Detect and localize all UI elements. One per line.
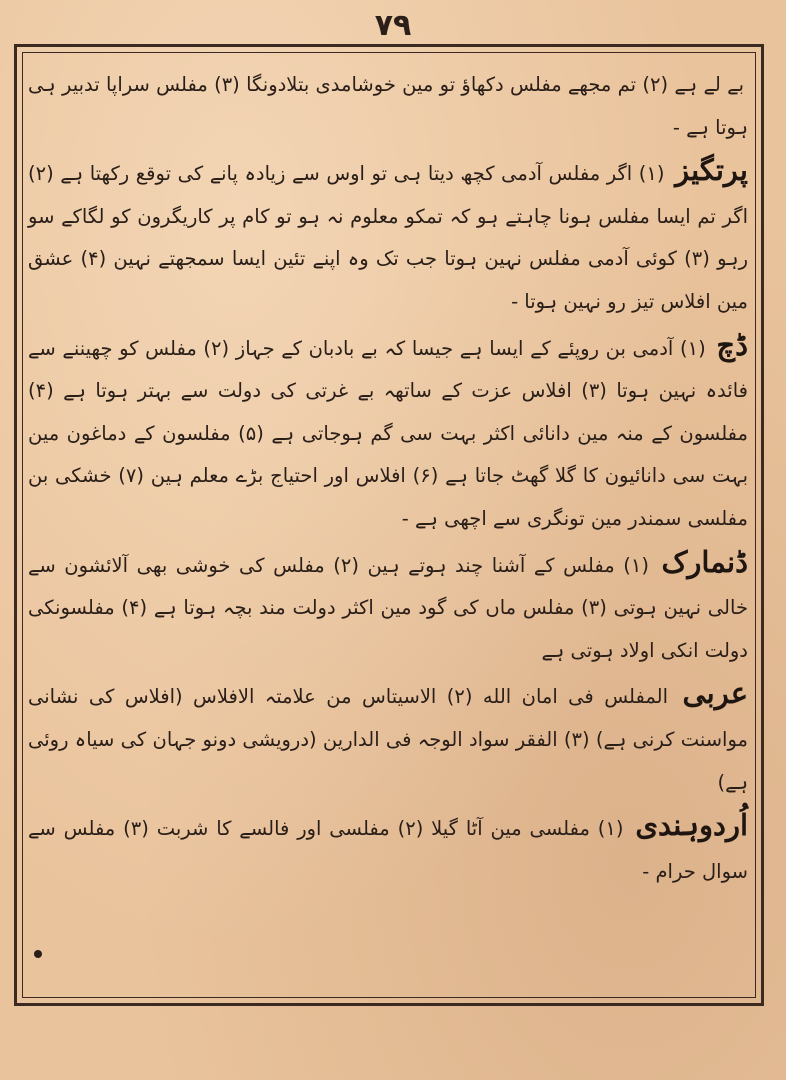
entry-text: (۱) مفلسی مین آٹا گیلا (۲) مفلسی اور فالسے کا شربت (۳) مفلس سے سوال حرام - <box>28 817 748 883</box>
entry-headword: عربی <box>682 676 749 711</box>
entry-headword: اُردوہندی <box>635 808 749 843</box>
entry-dutch <box>28 324 748 541</box>
entry-text: بے لے ہے (۲) تم مجھے مفلس دکھاؤ تو مین خوشامدی بتلادونگا (۳) مفلس سراپا تدبیر ہی ہوتا ہے - <box>28 73 748 139</box>
entry-headword: ڈنمارک <box>661 544 748 579</box>
entry-danish <box>28 541 748 673</box>
entry-headword: ڈچ <box>716 327 748 362</box>
entry-headword: پرتگیز <box>675 153 748 188</box>
entry-headword <box>744 64 748 98</box>
entry-text: المفلس فی امان الله (۲) الاسیتاس من علامتہ الافلاس (افلاس کی نشانی مواسنت کرنی ہے) (۳) الفقر سواد الوجہ فی الدارین (درویشی دونو جہان کی سیاہ روئی ہے) <box>28 685 748 794</box>
entry-urdu-hindi <box>28 804 748 893</box>
entry-text: (۱) اگر مفلس آدمی کچھ دیتا ہی تو اوس سے زیادہ پانے کی توقع رکھتا ہے (۲) اگر تم ایسا مفلس ہونا چاہتے ہو کہ تمکو معلوم نہ ہو تو کام پر کاریگرون کو لگاکے سو رہو (۳) کوئی آدمی مفلس نہین ہوتا جب تک وہ اپنے تئین ایسا سمجھتے نہین (۴) عشق مین افلاس تیز رو نہین ہوتا - <box>28 162 748 313</box>
entry-text: (۱) مفلس کے آشنا چند ہوتے ہین (۲) مفلس کی خوشی بھی آلائشون سے خالی نہین ہوتی (۳) مفلس ماں کی گود مین اکثر دولت مند بچہ ہوتا ہے (۴) مفلسونکی دولت انکی اولاد ہوتی ہے <box>28 553 748 662</box>
entry-text: (۱) آدمی بن روپئے کے ایسا ہے جیسا کہ بے بادبان کے جہاز (۲) مفلس کو چھیننے سے فائدہ نہین ہوتا (۳) افلاس عزت کے ساتھہ بے غرتی کی دولت سے بہتر ہوتا ہے (۴) مفلسون کے منہ مین دانائی اکثر بہت سی گم ہوجاتی ہے (۵) مفلسون کے دماغون مین بہت سی دانائیون کا گلا گھٹ جاتا ہے (۶) افلاس اور احتیاج بڑے معلم ہین (۷) خشکی بن مفلسی سمندر مین تونگری سے اچھی ہے - <box>28 336 748 530</box>
entry-portuguese <box>28 149 748 323</box>
entry-arabic <box>28 672 748 804</box>
page-number: ۷۹ <box>374 8 412 43</box>
proverbs-text-body <box>28 60 748 990</box>
ink-dot-mark <box>34 950 42 958</box>
entry-continuation <box>28 60 748 149</box>
